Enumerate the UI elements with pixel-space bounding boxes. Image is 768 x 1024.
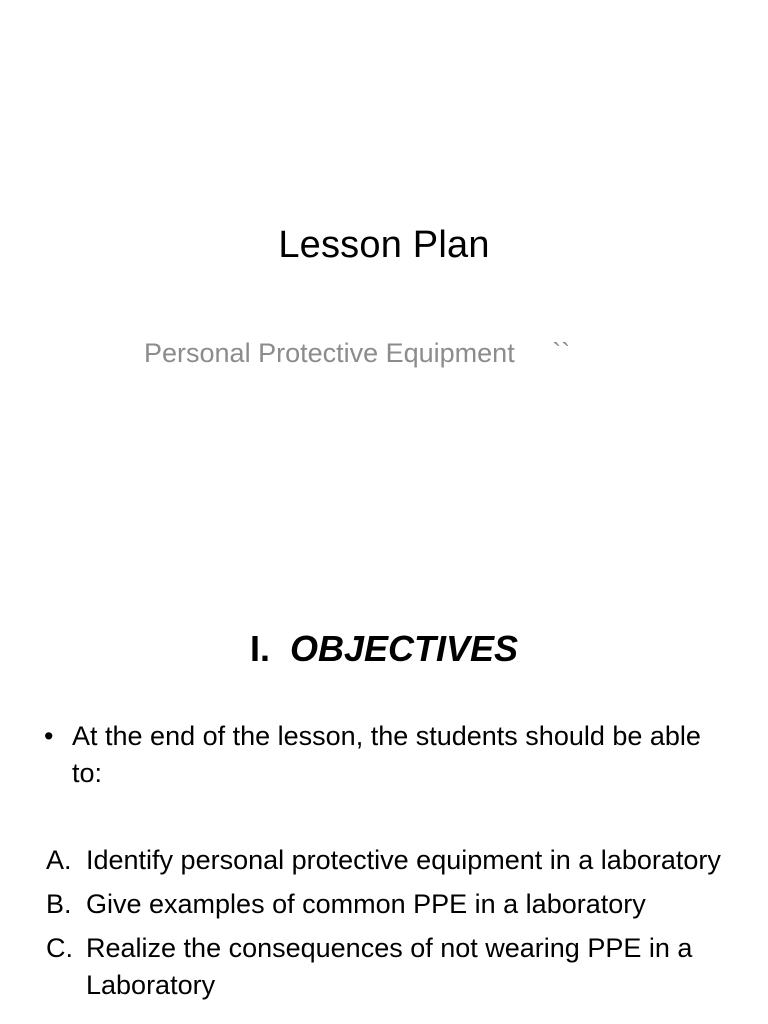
- list-item-letter: A.: [46, 845, 72, 875]
- objectives-heading: [0, 626, 768, 672]
- list-item-text: Realize the consequences of not wearing PPE in a Laboratory: [86, 933, 693, 1000]
- list-item: [46, 842, 736, 879]
- intro-bullet-text: At the end of the lesson, the students should be able to:: [72, 721, 701, 788]
- list-item-letter: B.: [46, 889, 72, 919]
- list-item: [46, 886, 736, 923]
- list-item-letter: C.: [46, 933, 73, 963]
- list-item: [46, 930, 736, 1004]
- heading-number: I.: [249, 628, 270, 669]
- intro-bullet: [44, 718, 724, 792]
- list-item-text: Identify personal protective equipment in a laboratory: [86, 845, 721, 875]
- bullet-icon: •: [44, 721, 54, 751]
- objectives-list: [46, 842, 736, 1011]
- heading-word: OBJECTIVES: [289, 628, 519, 669]
- objectives-slide: [0, 576, 768, 1024]
- slide-title: Lesson Plan: [278, 224, 490, 266]
- slide-subtitle: Personal Protective Equipment ``: [144, 338, 571, 368]
- list-item-text: Give examples of common PPE in a laboratory: [86, 889, 646, 919]
